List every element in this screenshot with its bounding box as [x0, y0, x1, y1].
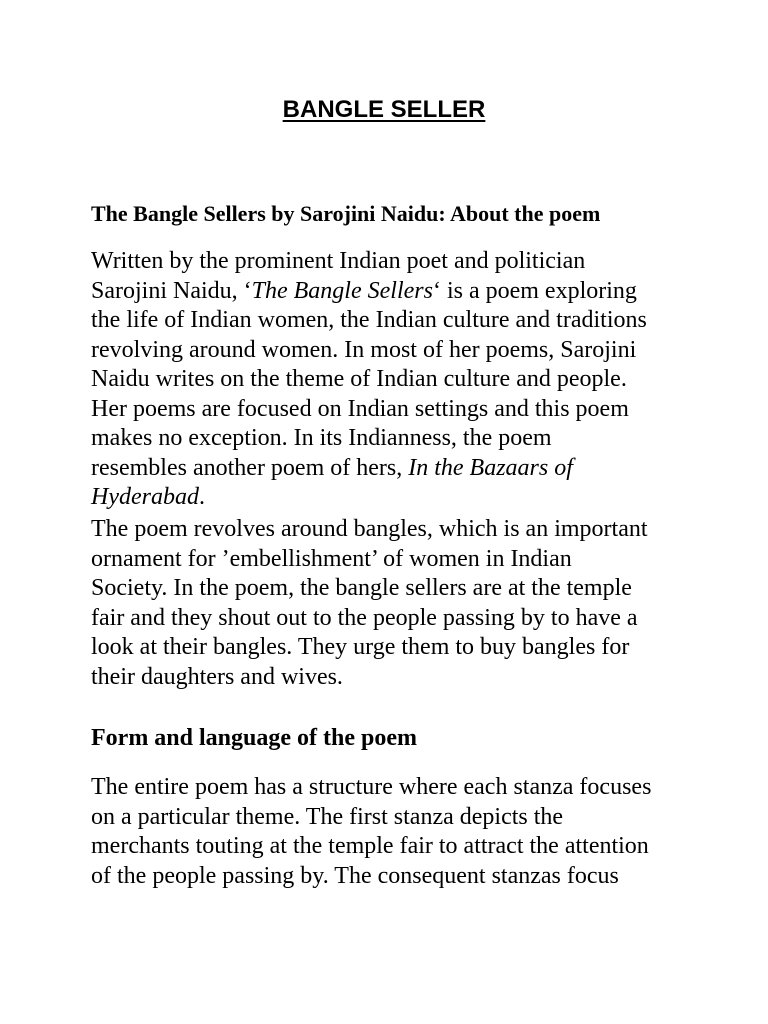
paragraph-line: makes no exception. In its Indianness, the poem	[91, 425, 552, 451]
text-run: .	[198, 484, 205, 510]
paragraph-line: their daughters and wives.	[91, 663, 343, 690]
paragraph-line: Her poems are focused on Indian settings and this poem	[91, 395, 629, 422]
subheading-form-language: Form and language of the poem	[91, 725, 417, 751]
text-run: ‘ is a poem exploring	[432, 277, 637, 304]
paragraph-line: Naidu writes on the theme of Indian culture and people.	[91, 366, 627, 392]
paragraph-line: Written by the prominent Indian poet and politician	[91, 248, 586, 274]
paragraph-line: revolving around women. In most of her poems, Sarojini	[91, 336, 637, 363]
text-run: Sarojini Naidu, ‘	[91, 277, 252, 304]
paragraph-line: look at their bangles. They urge them to buy bangles for	[91, 634, 630, 660]
paragraph-line: on a particular theme. The first stanza depicts the	[91, 803, 564, 830]
paragraph-about-poem	[91, 247, 647, 513]
paragraph-bangles	[91, 515, 648, 692]
paragraph-line: of the people passing by. The consequent stanzas focus	[91, 862, 619, 889]
paragraph-line: merchants touting at the temple fair to attract the attention	[91, 833, 649, 859]
paragraph-line: the life of Indian women, the Indian culture and traditions	[91, 307, 647, 333]
paragraph-structure	[91, 773, 651, 891]
paragraph-line	[91, 483, 647, 513]
section-heading: The Bangle Sellers by Sarojini Naidu: About the poem	[91, 201, 601, 226]
document-title: BANGLE SELLER	[282, 96, 486, 123]
paragraph-line: fair and they shout out to the people passing by to have a	[91, 604, 638, 631]
paragraph-line: The poem revolves around bangles, which is an important	[91, 516, 648, 542]
poem-title-italic: In the Bazaars of	[408, 454, 573, 481]
poem-title-italic: The Bangle Sellers	[251, 277, 433, 304]
paragraph-line	[91, 454, 647, 484]
paragraph-line: ornament for ’embellishment’ of women in Indian	[91, 545, 572, 572]
paragraph-line	[91, 277, 647, 307]
text-run: resembles another poem of hers,	[91, 454, 409, 481]
poem-title-italic: Hyderabad	[91, 484, 199, 510]
paragraph-line: Society. In the poem, the bangle sellers are at the temple	[91, 575, 632, 601]
paragraph-line: The entire poem has a structure where each stanza focuses	[91, 774, 652, 800]
